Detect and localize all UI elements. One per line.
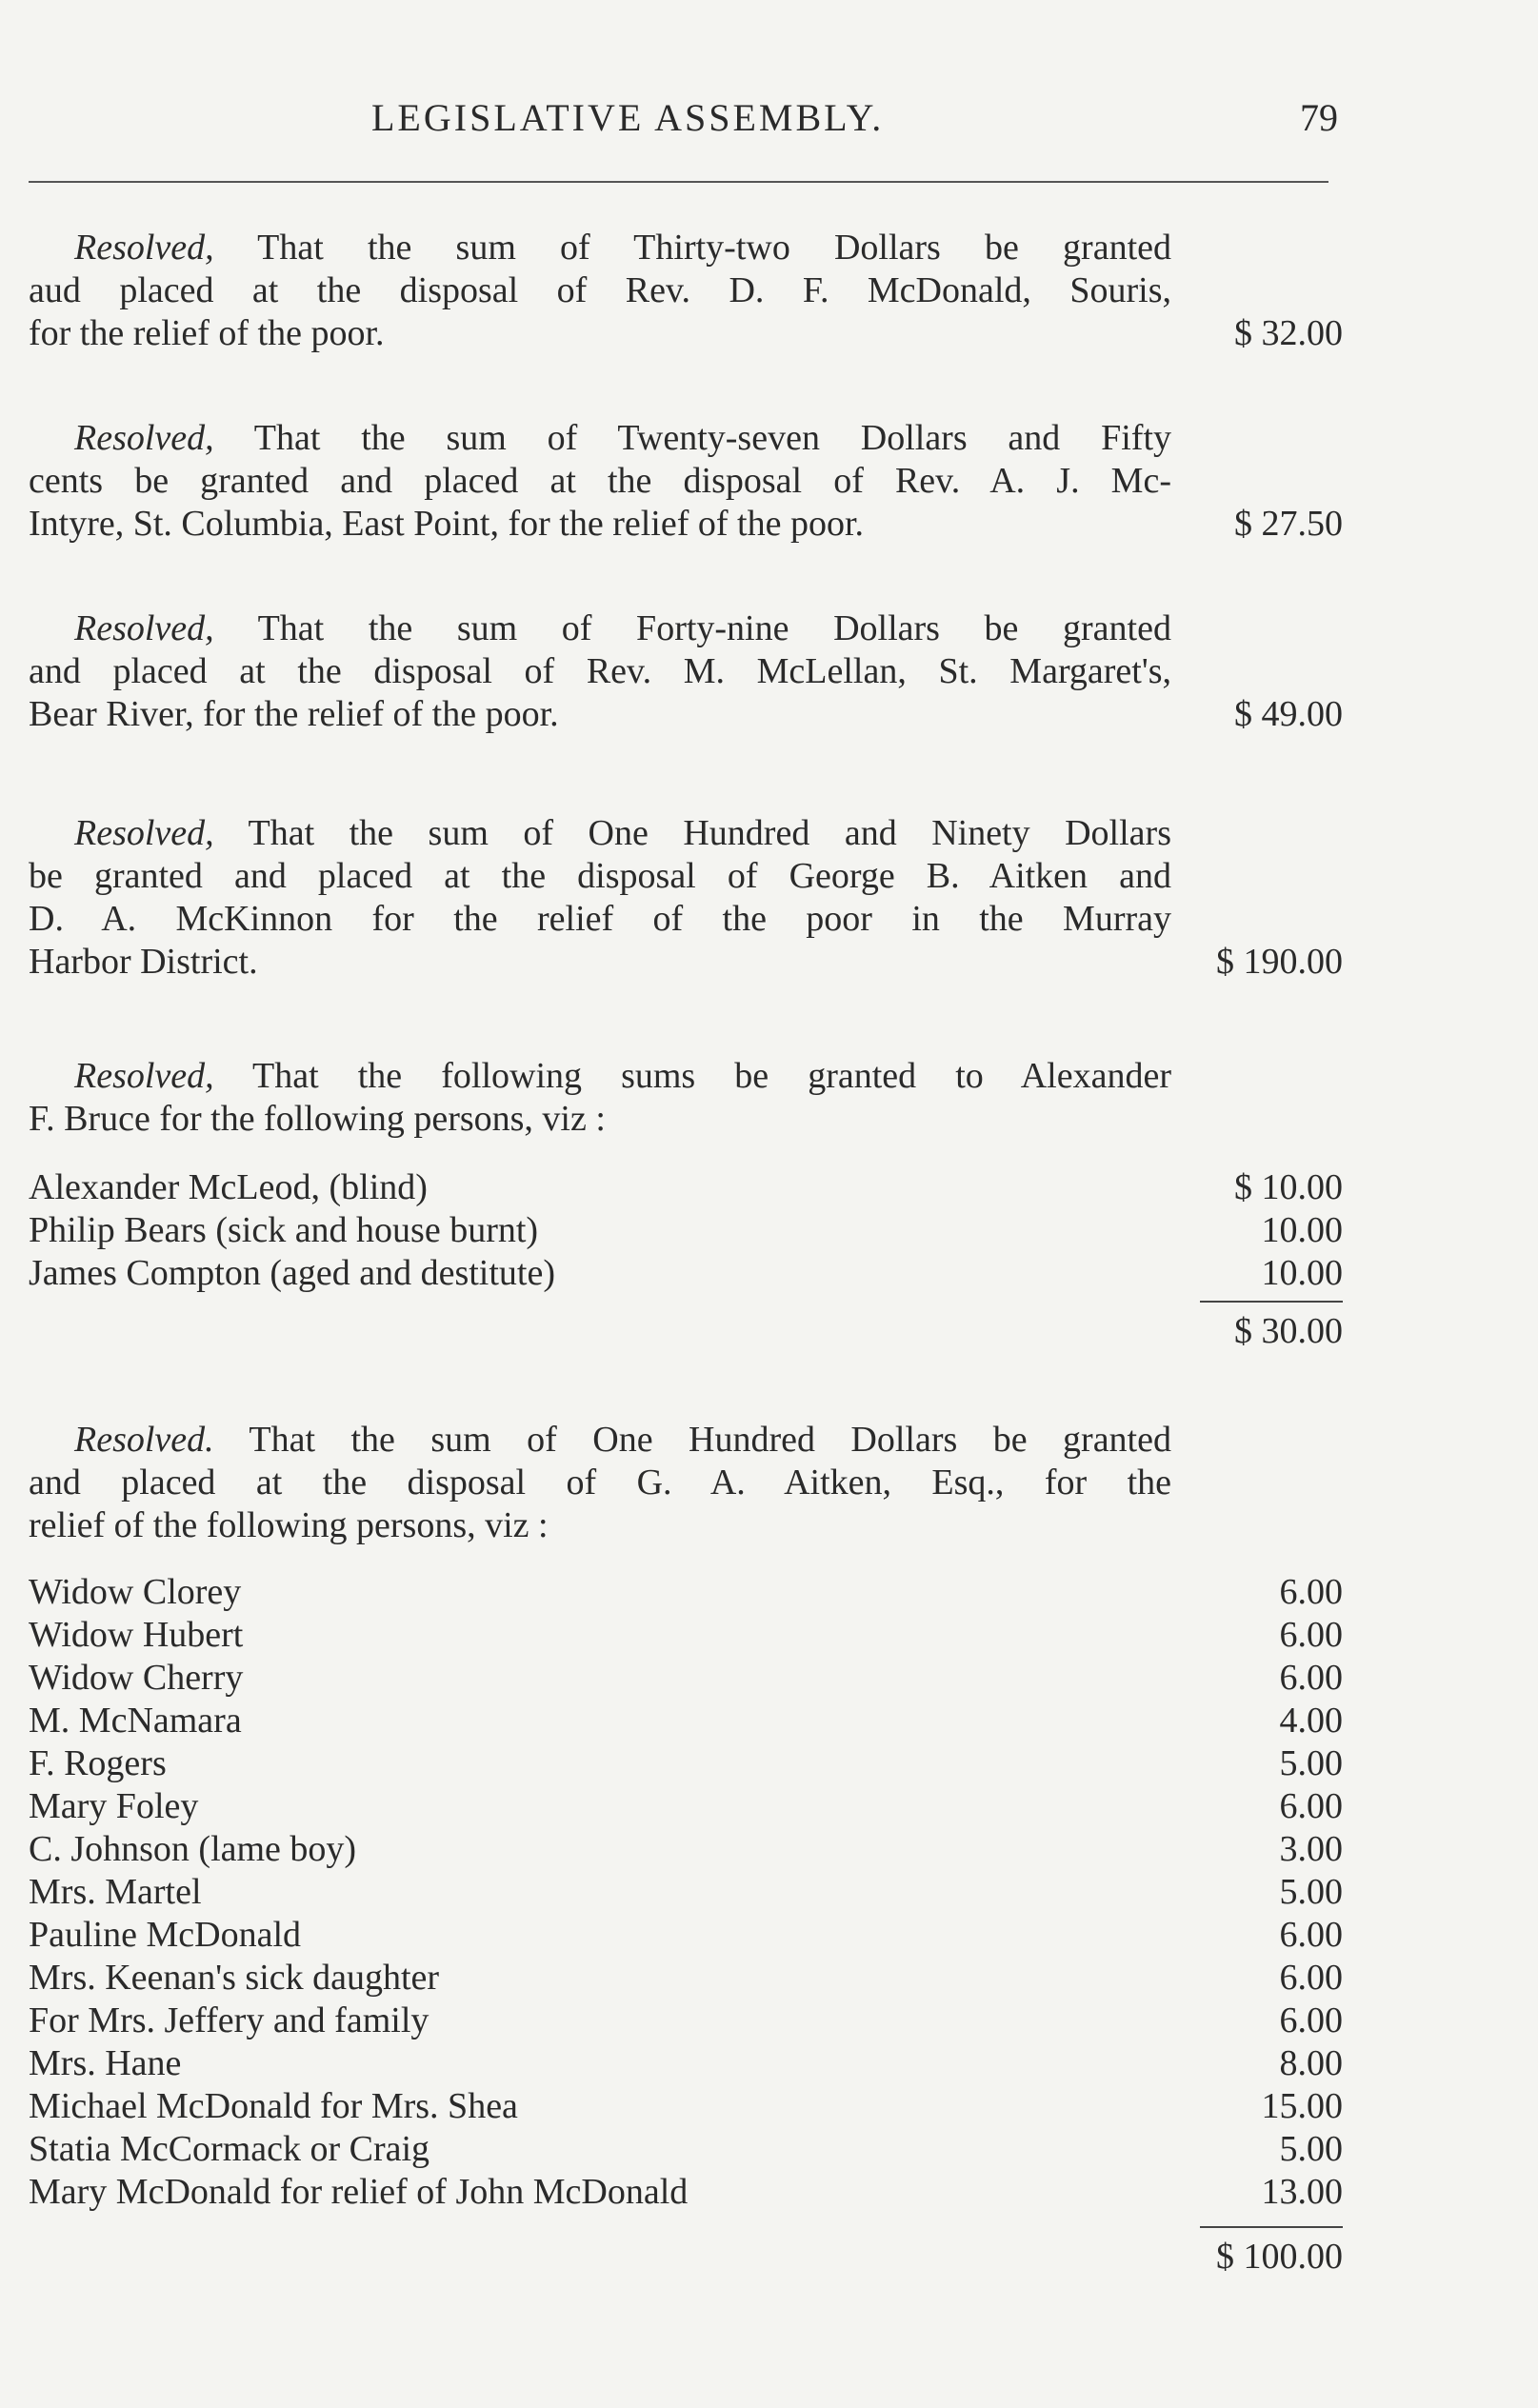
resolution-amount: $ 190.00 bbox=[1216, 942, 1343, 982]
resolution-text-line: Bear River, for the relief of the poor. bbox=[29, 694, 559, 734]
list-item bbox=[29, 1914, 1343, 1957]
resolution-text-line: That the following sums be granted to Alexander bbox=[252, 1056, 1171, 1096]
person-name: Pauline McDonald bbox=[29, 1915, 302, 1955]
list-item bbox=[29, 1252, 1343, 1295]
list-item bbox=[29, 2128, 1343, 2171]
resolution-1 bbox=[29, 227, 1343, 355]
resolution-5 bbox=[29, 1055, 1343, 1141]
page-title: LEGISLATIVE ASSEMBLY. bbox=[371, 96, 885, 139]
list-item bbox=[29, 2042, 1343, 2085]
person-amount: 6.00 bbox=[1279, 1572, 1343, 1612]
person-name: F. Rogers bbox=[29, 1743, 167, 1783]
person-amount: 6.00 bbox=[1279, 1658, 1343, 1698]
resolved-label: Resolved, bbox=[74, 608, 214, 648]
document-page bbox=[29, 0, 1343, 2408]
resolved-label: Resolved. bbox=[74, 1420, 214, 1460]
resolution-text-line: relief of the following persons, viz : bbox=[29, 1505, 549, 1545]
person-name: Mary Foley bbox=[29, 1786, 199, 1826]
page-header bbox=[29, 95, 1338, 162]
list-item bbox=[29, 1166, 1343, 1209]
resolution-text-line: D. A. McKinnon for the relief of the poor in the Murray bbox=[29, 899, 1171, 939]
person-amount: 6.00 bbox=[1279, 1786, 1343, 1826]
person-name: Alexander McLeod, (blind) bbox=[29, 1167, 428, 1207]
header-rule bbox=[29, 181, 1328, 183]
person-name: Statia McCormack or Craig bbox=[29, 2129, 430, 2169]
resolution-text-line: for the relief of the poor. bbox=[29, 313, 385, 353]
resolution-text-line: F. Bruce for the following persons, viz : bbox=[29, 1099, 606, 1139]
person-name: Michael McDonald for Mrs. Shea bbox=[29, 2086, 518, 2126]
bruce-total: $ 30.00 bbox=[1234, 1311, 1343, 1351]
resolution-text-line: aud placed at the disposal of Rev. D. F. McDonald, Souris, bbox=[29, 270, 1171, 310]
person-name: Widow Clorey bbox=[29, 1572, 242, 1612]
person-name: Mrs. Martel bbox=[29, 1872, 202, 1912]
resolution-text-line: That the sum of Twenty-seven Dollars and Fifty bbox=[253, 418, 1171, 458]
person-amount: 8.00 bbox=[1279, 2043, 1343, 2083]
resolution-2 bbox=[29, 417, 1343, 546]
person-amount: 6.00 bbox=[1279, 1915, 1343, 1955]
person-name: M. McNamara bbox=[29, 1701, 242, 1741]
resolution-amount: $ 32.00 bbox=[1234, 313, 1343, 353]
person-name: Mrs. Keenan's sick daughter bbox=[29, 1958, 440, 1998]
person-name: C. Johnson (lame boy) bbox=[29, 1829, 357, 1869]
list-item bbox=[29, 1700, 1343, 1742]
person-amount: 10.00 bbox=[1261, 1253, 1343, 1293]
person-amount: 4.00 bbox=[1279, 1701, 1343, 1741]
resolution-4 bbox=[29, 812, 1343, 984]
list-item bbox=[29, 2000, 1343, 2042]
person-amount: 5.00 bbox=[1279, 1743, 1343, 1783]
person-amount: 5.00 bbox=[1279, 1872, 1343, 1912]
list-item bbox=[29, 1657, 1343, 1700]
list-item bbox=[29, 2085, 1343, 2128]
resolution-text-line: Intyre, St. Columbia, East Point, for the relief of the poor. bbox=[29, 504, 865, 544]
person-amount: $ 10.00 bbox=[1234, 1167, 1343, 1207]
resolution-text-line: and placed at the disposal of G. A. Aitken, Esq., for the bbox=[29, 1463, 1171, 1503]
person-amount: 6.00 bbox=[1279, 2000, 1343, 2040]
resolution-text-line: be granted and placed at the disposal of George B. Aitken and bbox=[29, 856, 1171, 896]
resolved-label: Resolved, bbox=[74, 1056, 214, 1096]
resolution-3 bbox=[29, 607, 1343, 736]
person-amount: 3.00 bbox=[1279, 1829, 1343, 1869]
resolution-amount: $ 27.50 bbox=[1234, 504, 1343, 544]
person-name: Mary McDonald for relief of John McDonald bbox=[29, 2172, 689, 2212]
resolution-amount: $ 49.00 bbox=[1234, 694, 1343, 734]
resolution-text-line: That the sum of Thirty-two Dollars be granted bbox=[257, 228, 1171, 268]
resolved-label: Resolved, bbox=[74, 228, 214, 268]
resolved-label: Resolved, bbox=[74, 813, 214, 853]
resolution-text-line: and placed at the disposal of Rev. M. McLellan, St. Margaret's, bbox=[29, 651, 1171, 691]
resolution-6 bbox=[29, 1419, 1343, 1547]
person-amount: 6.00 bbox=[1279, 1615, 1343, 1655]
person-name: Widow Cherry bbox=[29, 1658, 244, 1698]
page-number: 79 bbox=[1300, 96, 1338, 139]
person-amount: 13.00 bbox=[1261, 2172, 1343, 2212]
person-amount: 10.00 bbox=[1261, 1210, 1343, 1250]
list-item bbox=[29, 1571, 1343, 1614]
aitken-list bbox=[29, 1571, 1343, 2214]
resolved-label: Resolved, bbox=[74, 418, 214, 458]
person-amount: 6.00 bbox=[1279, 1958, 1343, 1998]
resolution-text-line: That the sum of One Hundred Dollars be granted bbox=[249, 1420, 1171, 1460]
list-item bbox=[29, 1957, 1343, 2000]
person-name: For Mrs. Jeffery and family bbox=[29, 2000, 429, 2040]
list-item bbox=[29, 1828, 1343, 1871]
list-item bbox=[29, 1209, 1343, 1252]
aitken-total: $ 100.00 bbox=[1216, 2237, 1343, 2277]
resolution-text-line: Harbor District. bbox=[29, 942, 258, 982]
list-item bbox=[29, 1614, 1343, 1657]
resolution-text-line: That the sum of One Hundred and Ninety Dollars bbox=[248, 813, 1171, 853]
resolution-text-line: That the sum of Forty-nine Dollars be granted bbox=[257, 608, 1171, 648]
list-item bbox=[29, 2171, 1343, 2214]
person-name: James Compton (aged and destitute) bbox=[29, 1253, 555, 1293]
list-item bbox=[29, 1742, 1343, 1785]
bruce-list bbox=[29, 1166, 1343, 1295]
list-item bbox=[29, 1871, 1343, 1914]
list-item bbox=[29, 1785, 1343, 1828]
person-amount: 5.00 bbox=[1279, 2129, 1343, 2169]
sum-rule bbox=[1200, 2226, 1343, 2228]
person-name: Widow Hubert bbox=[29, 1615, 244, 1655]
sum-rule bbox=[1200, 1301, 1343, 1303]
resolution-text-line: cents be granted and placed at the disposal of Rev. A. J. Mc- bbox=[29, 461, 1171, 501]
person-name: Philip Bears (sick and house burnt) bbox=[29, 1210, 539, 1250]
person-amount: 15.00 bbox=[1261, 2086, 1343, 2126]
person-name: Mrs. Hane bbox=[29, 2043, 182, 2083]
